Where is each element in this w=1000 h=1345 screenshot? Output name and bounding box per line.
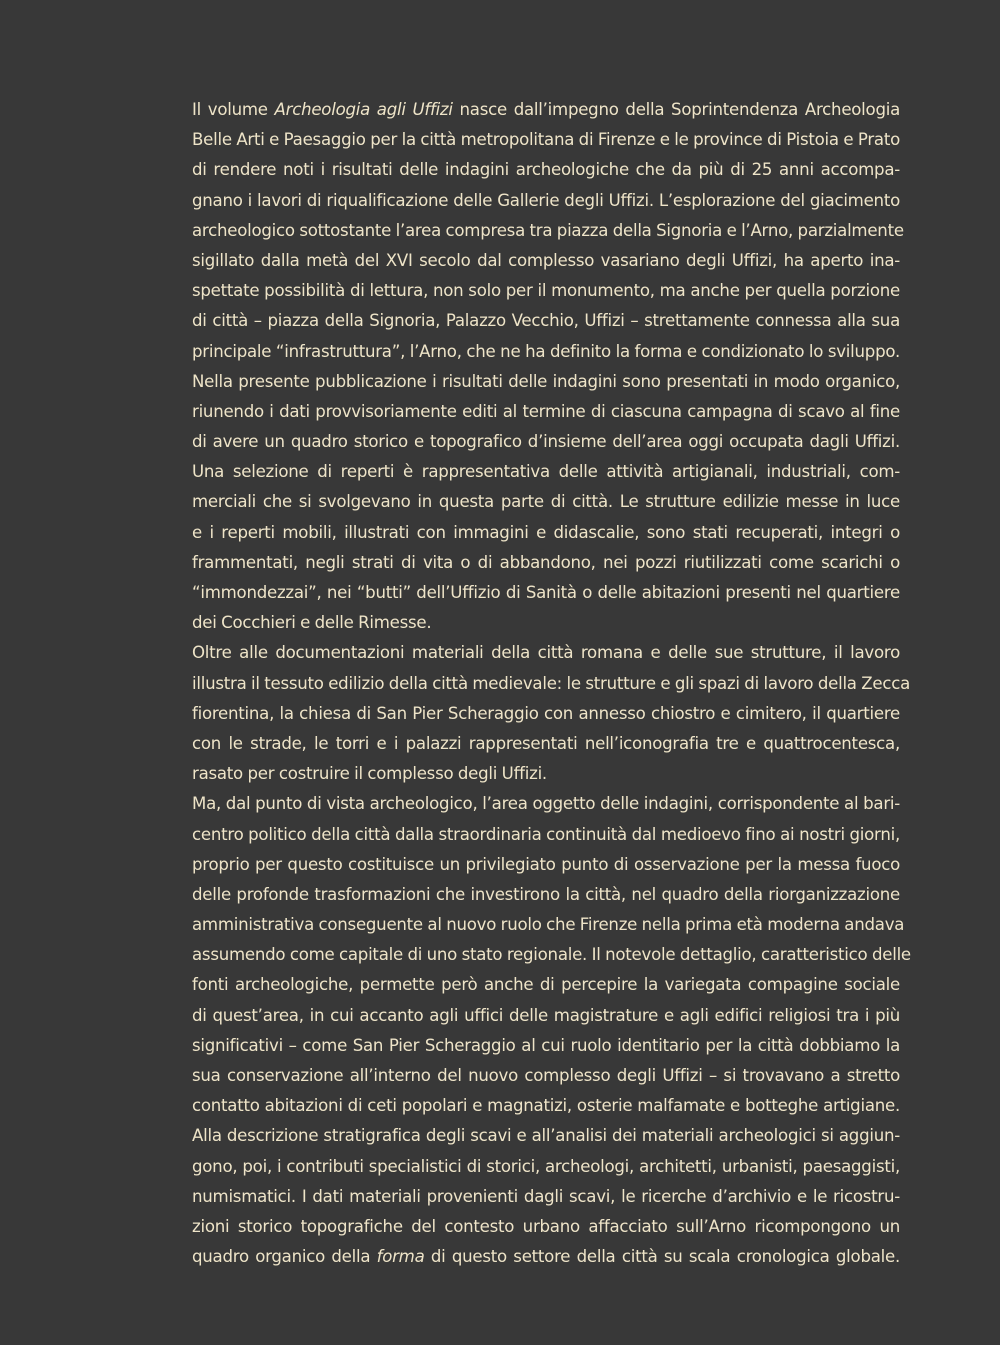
text-line bbox=[192, 216, 904, 246]
text-run: dei Cocchieri e delle Rimesse. bbox=[192, 613, 432, 633]
text-line bbox=[192, 337, 900, 367]
text-line bbox=[192, 638, 900, 668]
text-line bbox=[192, 759, 900, 789]
text-run: fiorentina, la chiesa di San Pier Scheraggio con annesso chiostro e cimitero, il quartiere bbox=[192, 703, 900, 723]
text-run: delle profonde trasformazioni che investirono la città, nel quadro della riorganizzazione bbox=[192, 884, 900, 904]
text-run: di quest’area, in cui accanto agli uffici delle magistrature e agli edifici religiosi tra i più bbox=[192, 1005, 900, 1025]
text-line bbox=[192, 970, 900, 1000]
text-line bbox=[192, 1212, 900, 1242]
text-line bbox=[192, 910, 905, 940]
text-line bbox=[192, 276, 900, 306]
text-run: centro politico della città dalla straordinaria continuità dal medioevo fino ai nostri giorni, bbox=[192, 824, 900, 844]
text-run: fonti archeologiche, permette però anche di percepire la variegata compagine sociale bbox=[192, 975, 900, 995]
text-run: significativi – come San Pier Scheraggio al cui ruolo identitario per la città dobbiamo la bbox=[192, 1035, 900, 1055]
text-run: spettate possibilità di lettura, non solo per il monumento, ma anche per quella porzione bbox=[192, 281, 900, 301]
text-run: sua conservazione all’interno del nuovo complesso degli Uffizi – si trovavano a stretto bbox=[192, 1066, 900, 1085]
text-line bbox=[192, 880, 900, 910]
text-run: frammentati, negli strati di vita o di abbandono, nei pozzi riutilizzati come scarichi o bbox=[192, 552, 900, 572]
text-line bbox=[192, 850, 900, 880]
text-run: gnano i lavori di riqualificazione delle Gallerie degli Uffizi. L’esplorazione del giacimento bbox=[192, 190, 900, 210]
text-run: Alla descrizione stratigrafica degli scavi e all’analisi dei materiali archeologici si aggiun- bbox=[192, 1126, 900, 1146]
text-run: Nella presente pubblicazione i risultati delle indagini sono presentati in modo organico, bbox=[192, 371, 900, 391]
text-run: “immondezzai”, nei “butti” dell’Uffizio di Sanità o delle abitazioni presenti nel quartiere bbox=[192, 583, 900, 602]
text-line bbox=[192, 1182, 900, 1212]
text-run: Una selezione di reperti è rappresentativa delle attività artigianali, industriali, com- bbox=[192, 462, 900, 482]
text-line bbox=[192, 669, 910, 699]
text-run: di rendere noti i risultati delle indagini archeologiche che da più di 25 anni accompa- bbox=[192, 160, 900, 180]
italic-text-run: Archeologia agli Uffizi bbox=[274, 100, 453, 119]
text-run: Ma, dal punto di vista archeologico, l’area oggetto delle indagini, corrispondente al bari- bbox=[192, 794, 900, 814]
text-line bbox=[192, 487, 900, 517]
text-run: e i reperti mobili, illustrati con immagini e didascalie, sono stati recuperati, integri o bbox=[192, 522, 900, 542]
text-line bbox=[192, 427, 900, 457]
text-line bbox=[192, 155, 900, 185]
text-line bbox=[192, 246, 900, 276]
text-run: gono, poi, i contributi specialistici di storici, archeologi, architetti, urbanisti, paesaggisti, bbox=[192, 1156, 900, 1176]
text-run: con le strade, le torri e i palazzi rappresentati nell’iconografia tre e quattrocentesca, bbox=[192, 733, 900, 753]
text-run: contatto abitazioni di ceti popolari e magnatizi, osterie malfamate e botteghe artigiane. bbox=[192, 1096, 900, 1116]
text-line bbox=[192, 940, 911, 970]
text-line bbox=[192, 95, 900, 125]
text-line bbox=[192, 125, 900, 155]
text-run: nasce dall’impegno della Soprintendenza Archeologia bbox=[452, 100, 901, 119]
text-run: rasato per costruire il complesso degli Uffizi. bbox=[192, 764, 547, 784]
text-line bbox=[192, 1091, 900, 1121]
body-text bbox=[192, 95, 911, 1272]
text-run: amministrativa conseguente al nuovo ruolo che Firenze nella prima età moderna andava bbox=[192, 915, 905, 935]
text-line bbox=[192, 367, 900, 397]
text-line bbox=[192, 1121, 900, 1151]
text-line bbox=[192, 1001, 900, 1031]
text-run: numismatici. I dati materiali provenienti dagli scavi, le ricerche d’archivio e le ricostru- bbox=[192, 1186, 900, 1206]
text-line bbox=[192, 608, 900, 638]
text-line bbox=[192, 548, 900, 578]
text-run: illustra il tessuto edilizio della città medievale: le strutture e gli spazi di lavoro della Zecca bbox=[192, 673, 910, 693]
text-line bbox=[192, 1031, 900, 1061]
text-line bbox=[192, 1152, 900, 1182]
text-run: Oltre alle documentazioni materiali della città romana e delle sue strutture, il lavoro bbox=[192, 643, 900, 663]
text-run: zioni storico topografiche del contesto urbano affacciato sull’Arno ricompongono un bbox=[192, 1216, 900, 1236]
text-run: di città – piazza della Signoria, Palazzo Vecchio, Uffizi – strettamente connessa alla sua bbox=[192, 311, 900, 331]
text-run: merciali che si svolgevano in questa parte di città. Le strutture edilizie messe in luce bbox=[192, 492, 900, 512]
italic-text-run: forma bbox=[376, 1247, 425, 1267]
text-line bbox=[192, 1061, 900, 1091]
text-run: riunendo i dati provvisoriamente editi al termine di ciascuna campagna di scavo al fine bbox=[192, 401, 900, 421]
text-line bbox=[192, 397, 900, 427]
text-line bbox=[192, 820, 900, 850]
text-line bbox=[192, 789, 900, 819]
text-line bbox=[192, 729, 900, 759]
text-run: di questo settore della città su scala cronologica globale. bbox=[424, 1247, 900, 1267]
text-run: archeologico sottostante l’area compresa tra piazza della Signoria e l’Arno, parzialmente bbox=[192, 220, 904, 240]
text-run: quadro organico della bbox=[192, 1247, 377, 1267]
text-line bbox=[192, 457, 900, 487]
text-run: sigillato dalla metà del XVI secolo dal complesso vasariano degli Uffizi, ha aperto ina- bbox=[192, 250, 900, 270]
text-run: Belle Arti e Paesaggio per la città metropolitana di Firenze e le province di Pistoia e Prato bbox=[192, 130, 900, 150]
text-run: principale “infrastruttura”, l’Arno, che ne ha definito la forma e condizionato lo sviluppo. bbox=[192, 341, 900, 361]
text-run: proprio per questo costituisce un privilegiato punto di osservazione per la messa fuoco bbox=[192, 854, 900, 874]
text-line bbox=[192, 518, 900, 548]
text-line bbox=[192, 306, 900, 336]
text-run: di avere un quadro storico e topografico d’insieme dell’area oggi occupata dagli Uffizi. bbox=[192, 432, 900, 452]
text-line bbox=[192, 1242, 900, 1272]
text-line bbox=[192, 699, 900, 729]
text-run: Il volume bbox=[192, 100, 275, 119]
text-line bbox=[192, 578, 900, 608]
text-run: assumendo come capitale di uno stato regionale. Il notevole dettaglio, caratteristico delle bbox=[192, 945, 911, 965]
text-line bbox=[192, 186, 900, 216]
